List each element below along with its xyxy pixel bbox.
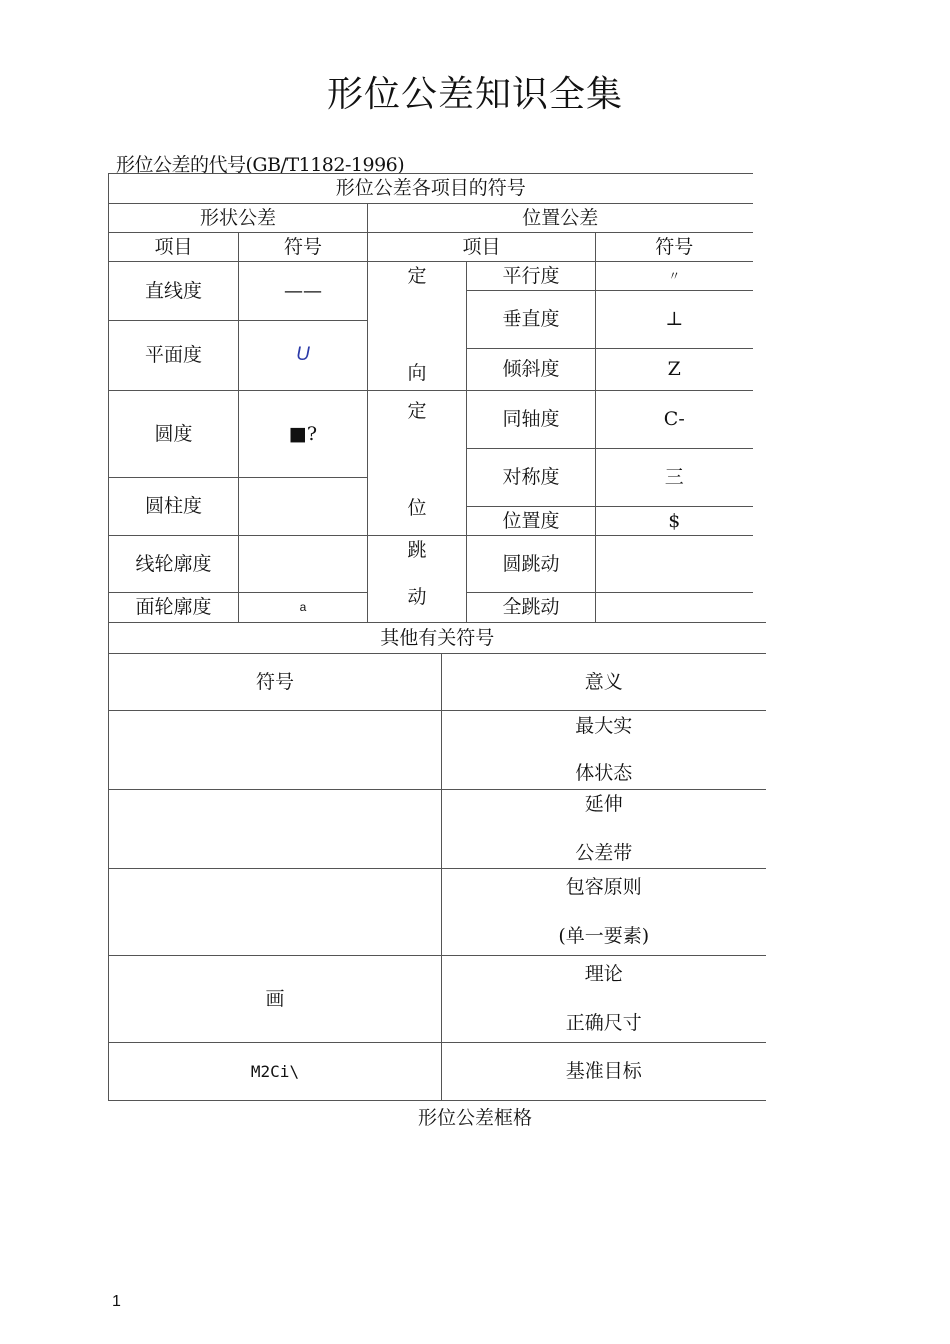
meaning-line-2: 正确尺寸 [565,1012,642,1034]
runout-label-bottom: 动 [407,585,427,608]
meaning-line-2: (单一要素) [558,925,650,947]
orientation-label-top: 定 [407,265,427,287]
table1-header: 形位公差各项目的符号 [109,174,753,204]
runout-group-label [368,536,467,623]
page-number: 1 [112,1293,121,1310]
position-symbol-angularity: Z [596,349,753,391]
orientation-group-label [368,262,467,391]
shape-symbol-line-profile [239,536,368,593]
shape-tolerance-group: 形状公差 [109,204,368,233]
position-symbol-position: $ [596,507,753,536]
shape-item-line-profile: 线轮廓度 [109,536,239,593]
position-item-circular-runout: 圆跳动 [467,536,596,593]
shape-item-flatness: 平面度 [109,321,239,391]
shape-symbol-surface-profile: a [239,593,368,623]
position-item-coaxiality: 同轴度 [467,391,596,449]
table-row [109,1043,766,1101]
meaning-cell [442,869,766,956]
meaning-line-1: 理论 [584,963,623,985]
document-title: 形位公差知识全集 [326,74,623,115]
position-item-angularity: 倾斜度 [467,349,596,391]
col-symbol-header-2: 符号 [596,233,753,262]
runout-label-top: 跳 [407,539,427,561]
position-item-position: 位置度 [467,507,596,536]
symbol-cell: M2Ci\ [109,1043,442,1101]
position-tolerance-group: 位置公差 [368,204,753,233]
shape-item-roundness: 圆度 [109,391,239,478]
position-item-parallelism: 平行度 [467,262,596,291]
table-row [109,711,766,790]
shape-symbol-cylindricity [239,478,368,536]
position-symbol-circular-runout [596,536,753,593]
shape-symbol-flatness: U [239,321,368,391]
position-symbol-parallelism: 〃 [596,262,753,291]
meaning-line-1: 延伸 [584,793,623,815]
table2-col-meaning: 意义 [442,654,766,711]
position-symbol-total-runout [596,593,753,623]
location-label-top: 定 [407,400,427,422]
meaning-line-2: 体状态 [575,762,633,784]
symbol-cell [109,869,442,956]
position-item-perpendicularity: 垂直度 [467,291,596,349]
location-label-bottom: 位 [407,496,427,519]
symbol-cell [109,711,442,790]
position-symbol-symmetry: 三 [596,449,753,507]
col-item-header-2: 项目 [368,233,596,262]
position-symbol-perpendicularity: ⊥ [596,291,753,349]
col-item-header: 项目 [109,233,239,262]
meaning-cell [442,790,766,869]
meaning-cell: 基准目标 [442,1043,766,1101]
tolerance-symbols-table [108,173,753,623]
meaning-line-1: 最大实 [575,715,633,737]
table-row [109,956,766,1043]
section-subtitle: 形位公差的代号(GB/T1182-1996) [116,154,405,176]
table2-header: 其他有关符号 [109,623,766,654]
symbol-cell: 画 [109,956,442,1043]
shape-item-surface-profile: 面轮廓度 [109,593,239,623]
table-row [109,869,766,956]
meaning-line-1: 包容原则 [565,876,642,898]
shape-item-straightness: 直线度 [109,262,239,321]
shape-item-cylindricity: 圆柱度 [109,478,239,536]
position-item-symmetry: 对称度 [467,449,596,507]
meaning-cell [442,711,766,790]
shape-symbol-straightness: —— [239,262,368,321]
symbol-cell [109,790,442,869]
position-item-total-runout: 全跳动 [467,593,596,623]
other-symbols-table [108,622,766,1101]
table2-col-symbol: 符号 [109,654,442,711]
col-symbol-header: 符号 [239,233,368,262]
table-row [109,790,766,869]
frame-caption: 形位公差框格 [417,1107,532,1129]
location-group-label [368,391,467,536]
meaning-line-2: 公差带 [575,842,633,864]
orientation-label-bottom: 向 [407,361,427,384]
position-symbol-coaxiality: C- [596,391,753,449]
shape-symbol-roundness: ■? [239,391,368,478]
meaning-cell [442,956,766,1043]
